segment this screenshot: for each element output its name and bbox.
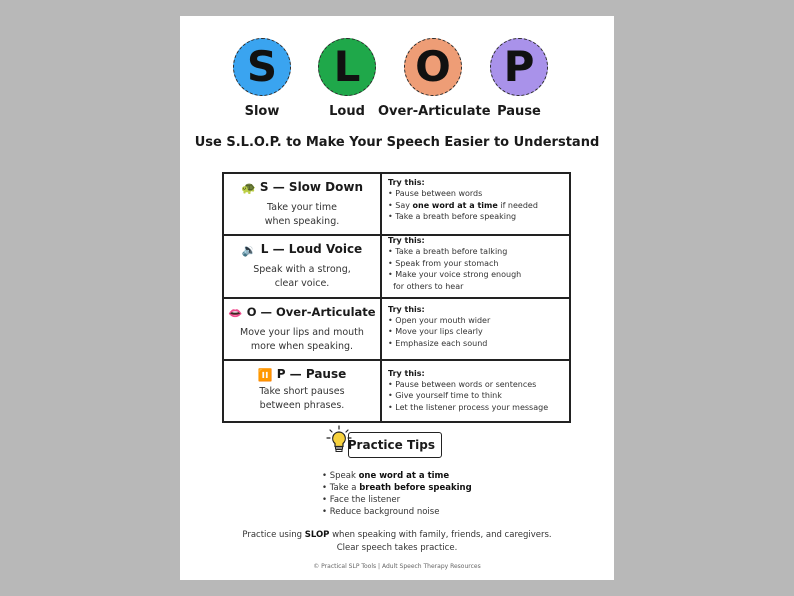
tips-list [388, 315, 569, 350]
tip-item [388, 211, 569, 223]
strategy-description [224, 263, 380, 291]
tip-text: Give yourself time to think [395, 391, 502, 401]
tip-item [388, 315, 569, 327]
tip-text: Emphasize each sound [395, 338, 488, 348]
strategy-title [224, 367, 380, 382]
tip-bullet: • [388, 270, 396, 280]
letter-s-circle: S [233, 38, 291, 96]
strategy-row-p [223, 360, 570, 422]
tip-item [322, 482, 472, 494]
closing-line-1-bold: SLOP [304, 530, 330, 540]
letter-o-word: Over-Articulate [378, 104, 491, 119]
tip-bullet: • [388, 212, 396, 221]
tip-text: Let the listener process your message [395, 402, 549, 412]
speaker-icon: 🔉 [241, 243, 257, 258]
closing-line-1-end: when speaking with family, friends, and caregivers. [329, 530, 552, 540]
tip-text: Take a breath before talking [395, 247, 508, 257]
letter-p-circle: P [490, 38, 548, 96]
tips-list [388, 188, 569, 223]
closing-text [180, 529, 614, 555]
letter-l-word: Loud [329, 104, 365, 119]
tip-text: Take a [329, 483, 360, 493]
tip-item [388, 338, 569, 350]
strategy-title-text: O — Over-Articulate [246, 304, 376, 319]
try-this-label: Try this: [388, 368, 425, 378]
strategy-title-text: P — Pause [276, 366, 347, 381]
tip-bullet: • [388, 247, 396, 257]
tip-item [388, 246, 569, 258]
strategy-row-l [223, 235, 570, 297]
description-line: more when speaking. [250, 340, 354, 352]
strategy-title [224, 242, 380, 257]
tip-bullet: • [388, 315, 396, 325]
description-line: when speaking. [264, 216, 340, 227]
tip-text: Face the listener [329, 495, 401, 505]
tip-text-end: if needed [497, 200, 538, 210]
tip-text: Move your lips clearly [395, 327, 483, 336]
tips-cell [381, 173, 570, 235]
tip-item [322, 506, 472, 518]
strategy-title [224, 305, 380, 320]
tip-bullet: • [322, 471, 330, 481]
strategy-row-s [223, 173, 570, 235]
tips-cell [381, 298, 570, 360]
strategy-cell [223, 173, 381, 235]
tip-text: Open your mouth wider [395, 315, 491, 325]
strategy-table [222, 172, 571, 423]
letter-o-circle: O [404, 38, 462, 96]
tip-text: for others to hear [393, 281, 464, 291]
tip-item [388, 200, 569, 212]
strategy-title-text: L — Loud Voice [260, 242, 363, 257]
tip-text: Say [395, 200, 413, 210]
description-line: Take your time [267, 202, 337, 213]
tips-cell [381, 360, 570, 422]
tip-item [388, 390, 569, 402]
strategy-description [224, 201, 380, 229]
tip-item [322, 470, 472, 482]
tip-item [388, 402, 569, 414]
try-this-label: Try this: [388, 178, 425, 187]
tip-bullet: • [388, 402, 396, 412]
footer-credit: © Practical SLP Tools | Adult Speech Therapy Resources [313, 563, 481, 570]
tips-cell [381, 235, 570, 297]
tip-bullet: • [388, 379, 396, 389]
tip-bullet: • [322, 507, 330, 517]
tip-item [388, 281, 569, 293]
tip-bullet: • [322, 495, 330, 505]
tip-bullet: • [388, 391, 396, 401]
strategy-description [224, 385, 380, 413]
try-this-label: Try this: [388, 304, 425, 314]
tip-bullet: • [388, 258, 396, 268]
tips-list [388, 246, 569, 292]
tip-item [388, 326, 569, 338]
strategy-title [224, 180, 380, 195]
strategy-cell [223, 298, 381, 360]
lips-icon: 👄 [228, 305, 243, 320]
tip-bullet: • [388, 327, 396, 336]
practice-tips-heading: Practice Tips [348, 432, 442, 458]
letter-p-word: Pause [497, 104, 541, 119]
description-line: Move your lips and mouth [240, 326, 364, 338]
description-line: Take short pauses [259, 385, 345, 397]
description-line: Speak with a strong, [253, 264, 351, 276]
tip-bullet: • [322, 483, 330, 493]
strategy-cell [223, 235, 381, 297]
pause-icon: ⏸️ [257, 367, 273, 382]
tip-text: Make your voice strong enough [395, 270, 522, 280]
tip-bullet: • [388, 338, 396, 348]
closing-line-1-start: Practice using [242, 530, 305, 540]
tip-item [388, 188, 569, 200]
tip-text: Speak from your stomach [395, 258, 499, 268]
slop-letters [180, 38, 614, 118]
strategy-title-text: S — Slow Down [259, 180, 364, 194]
try-this-label: Try this: [388, 236, 425, 246]
tip-text: Take a breath before speaking [395, 212, 517, 221]
strategy-cell [223, 360, 381, 422]
tips-list [388, 379, 569, 414]
worksheet-page [180, 16, 614, 580]
tip-emphasis: one word at a time [412, 200, 498, 210]
page-title: Use S.L.O.P. to Make Your Speech Easier to Understand [194, 135, 600, 150]
tip-bullet: • [388, 200, 396, 210]
tip-text: Speak [329, 471, 359, 481]
tip-bullet: • [388, 189, 396, 198]
description-line: clear voice. [274, 278, 330, 290]
letter-p [464, 38, 574, 119]
strategy-description [224, 326, 380, 354]
tip-emphasis: breath before speaking [359, 483, 472, 493]
closing-line-2: Clear speech takes practice. [336, 543, 458, 553]
strategy-row-o [223, 298, 570, 360]
tip-text: Reduce background noise [329, 507, 440, 517]
letter-s-word: Slow [244, 104, 280, 119]
tip-text: Pause between words or sentences [395, 379, 537, 389]
tip-emphasis: one word at a time [358, 471, 450, 481]
practice-tips-list [322, 470, 472, 518]
tip-item [322, 494, 472, 506]
tip-text: Pause between words [395, 189, 483, 198]
tip-item [388, 269, 569, 281]
letter-l-circle: L [318, 38, 376, 96]
description-line: between phrases. [259, 399, 345, 411]
tip-item [388, 258, 569, 270]
tip-item [388, 379, 569, 391]
turtle-icon: 🐢 [240, 181, 256, 195]
